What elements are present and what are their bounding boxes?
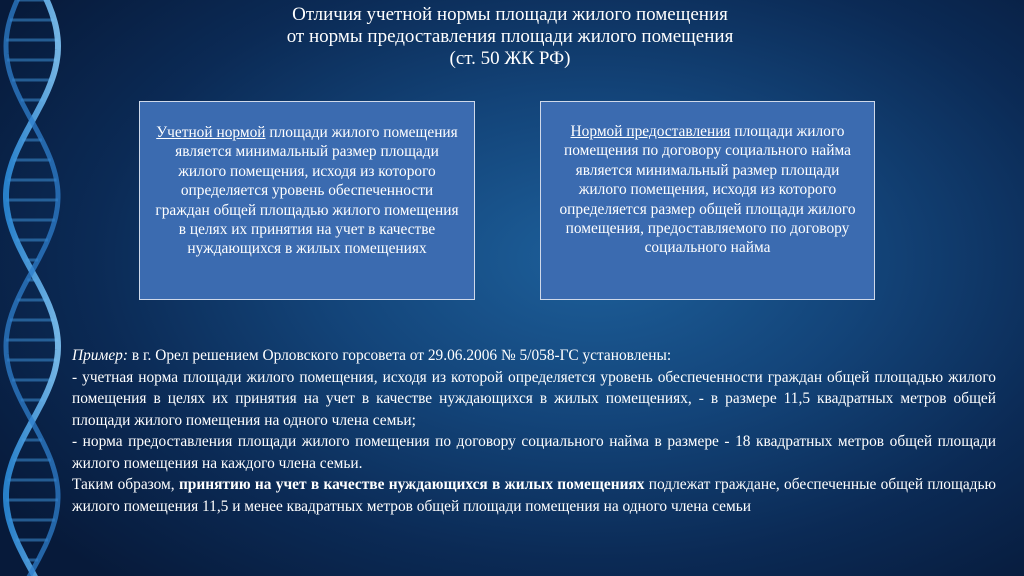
title-line-1: Отличия учетной нормы площади жилого помещения (292, 4, 728, 25)
accounting-norm-term: Учетной нормой (156, 124, 266, 141)
conclusion-end: подлежат граждане, обеспеченные общей площадью жилого помещения 11,5 и менее квадратных метров общей площади помещения на одного члена семьи (72, 476, 997, 515)
conclusion-bold: принятию на учет в качестве нуждающихся в жилых помещениях (178, 476, 645, 493)
slide-title (200, 4, 820, 70)
provision-norm-box (540, 101, 875, 300)
conclusion-start: Таким образом, (72, 476, 179, 493)
example-conclusion (72, 474, 996, 517)
provision-norm-definition: площади жилого помещения по договору социального найма является минимальный размер площади жилого помещения, исходя из которого определяется размер общей площади жилого помещения, предоставляемого по договору социального найма (559, 123, 856, 257)
accounting-norm-definition: площади жилого помещения является минимальный размер площади жилого помещения, исходя из которого определяется уровень обеспеченности граждан общей площадью жилого помещения в целях их принятия на учет в качестве нуждающихся в жилых помещениях (155, 124, 459, 258)
example-intro-text: в г. Орел решением Орловского горсовета от 29.06.2006 № 5/058-ГС установлены: (127, 347, 672, 364)
example-label: Пример: (72, 347, 128, 364)
accounting-norm-box (139, 101, 475, 300)
example-section (72, 345, 996, 517)
example-intro (72, 345, 996, 367)
title-line-2: от нормы предоставления площади жилого помещения (286, 26, 734, 47)
title-line-3: (ст. 50 ЖК РФ) (449, 48, 571, 69)
example-item-accounting-norm: - учетная норма площади жилого помещения, исходя из которой определяется уровень обеспеченности граждан общей площадью жилого помещения в целях их принятия на учет в качестве нуждающихся в жилых помещениях, - в размере 11,5 квадратных метров общей площади жилого помещения на одного члена семьи; (72, 368, 996, 429)
example-item-provision-norm: - норма предоставления площади жилого помещения по договору социального найма в размере - 18 квадратных метров общей площади жилого помещения на каждого члена семьи. (72, 433, 996, 472)
provision-norm-term: Нормой предоставления (570, 123, 731, 140)
